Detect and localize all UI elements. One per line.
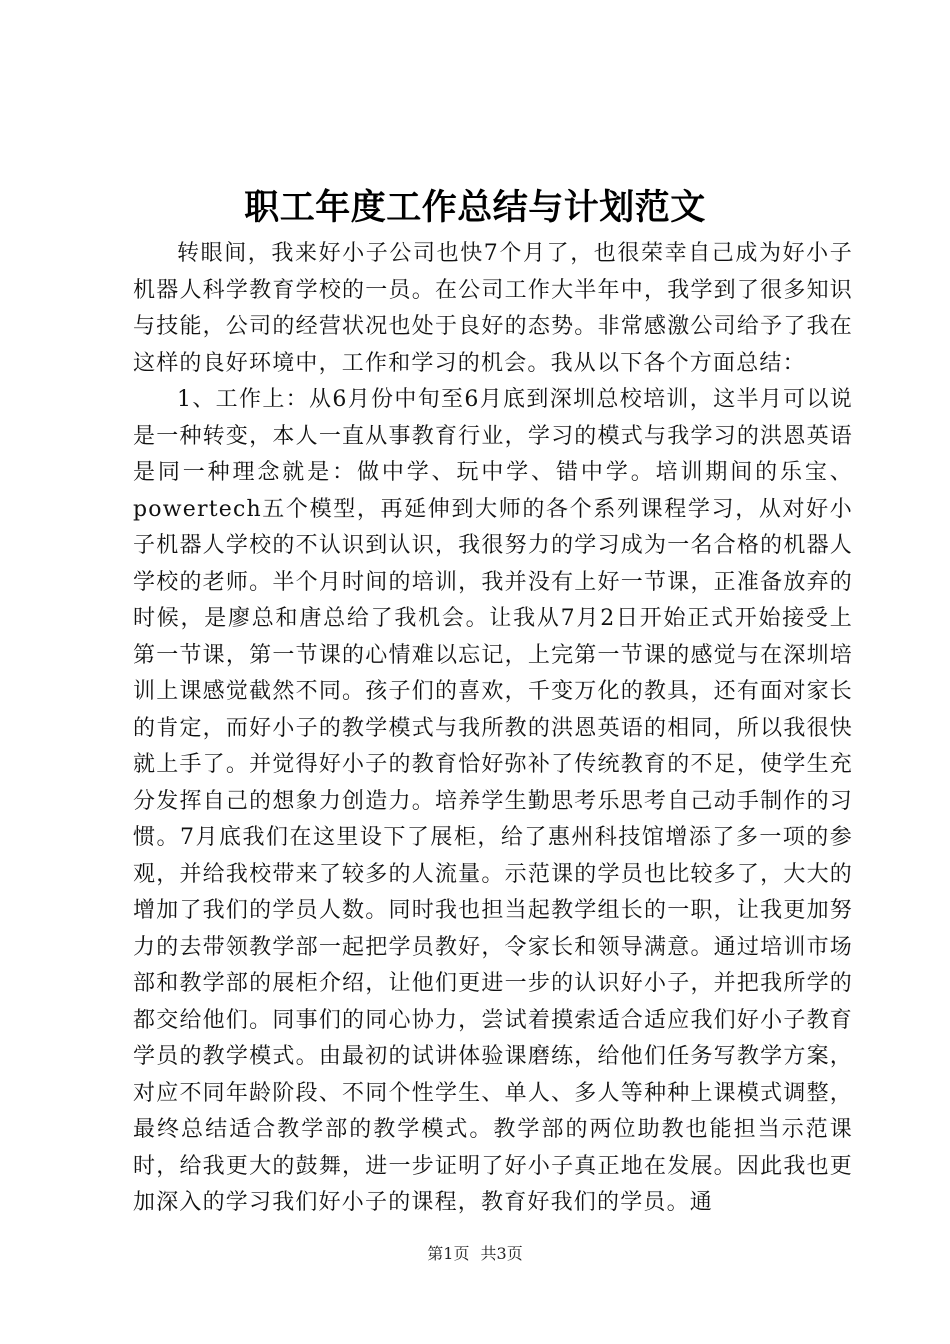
paragraph-intro: 转眼间，我来好小子公司也快7个月了，也很荣幸自己成为好小子机器人科学教育学校的一员。在公司工作大半年中，我学到了很多知识与技能，公司的经营状况也处于良好的态势。非常感激公司给予了我在这样的良好环境中，工作和学习的机会。我从以下各个方面总结：	[133, 241, 853, 376]
paragraph-work: 1、工作上：从6月份中旬至6月底到深圳总校培训，这半月可以说是一种转变，本人一直从事教育行业，学习的模式与我学习的洪恩英语是同一种理念就是：做中学、玩中学、错中学。培训期间的乐宝、powertech五个模型，再延伸到大师的各个系列课程学习，从对好小子机器人学校的不认识到认识，我很努力的学习成为一名合格的机器人学校的老师。半个月时间的培训，我并没有上好一节课，正准备放弃的时候，是廖总和唐总给了我机会。让我从7月2日开始正式开始接受上第一节课，第一节课的心情难以忘记，上完第一节课的感觉与在深圳培训上课感觉截然不同。孩子们的喜欢，千变万化的教具，还有面对家长的肯定，而好小子的教学模式与我所教的洪恩英语的相同，所以我很快就上手了。并觉得好小子的教育恰好弥补了传统教育的不足，使学生充分发挥自己的想象力创造力。培养学生勤思考乐思考自己动手制作的习惯。7月底我们在这里设下了展柜，给了惠州科技馆增添了多一项的参观，并给我校带来了较多的人流量。示范课的学员也比较多了，大大的增加了我们的学员人数。同时我也担当起教学组长的一职，让我更加努力的去带领教学部一起把学员教好，令家长和领导满意。通过培训市场部和教学部的展柜介绍，让他们更进一步的认识好小子，并把我所学的都交给他们。同事们的同心协力，尝试着摸索适合适应我们好小子教育学员的教学模式。由最初的试讲体验课磨练，给他们任务写教学方案，对应不同年龄阶段、不同个性学生、单人、多人等种种上课模式调整，最终总结适合教学部的教学模式。教学部的两位助教也能担当示范课时，给我更大的鼓舞，进一步证明了好小子真正地在发展。因此我也更加深入的学习我们好小子的课程，教育好我们的学员。通	[133, 387, 853, 1215]
document-title: 职工年度工作总结与计划范文	[244, 187, 706, 228]
document-body	[133, 236, 853, 1222]
page-total: 共3页	[480, 1244, 523, 1263]
page-footer	[0, 1242, 950, 1266]
page-number: 第1页	[427, 1244, 470, 1263]
